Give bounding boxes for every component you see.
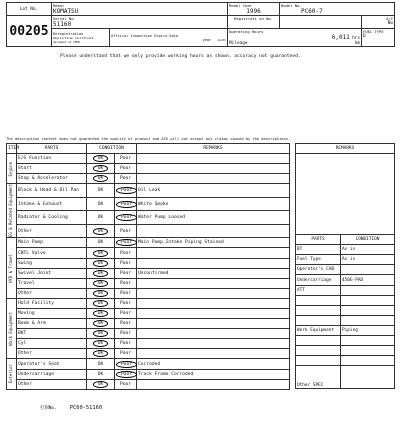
part-name: Hold Facility xyxy=(17,298,87,308)
remark xyxy=(137,319,290,329)
remark xyxy=(137,288,290,298)
ok-option[interactable] xyxy=(87,258,115,268)
remark xyxy=(137,349,290,359)
table-row xyxy=(7,197,290,210)
spec-part xyxy=(296,346,341,356)
header-table xyxy=(6,2,395,47)
spec-condition xyxy=(341,336,395,346)
part-name: Travel xyxy=(17,278,87,288)
part-name: CNTL Valve xyxy=(17,248,87,258)
hours-cell xyxy=(228,29,362,47)
col-condition: CONDITION xyxy=(87,144,137,154)
poor-option[interactable] xyxy=(115,154,137,164)
ok-label: OK xyxy=(93,260,109,267)
year-word: year xyxy=(202,37,212,42)
ok-label: OK xyxy=(93,340,109,347)
poor-option[interactable] xyxy=(115,329,137,339)
ok-option[interactable] xyxy=(87,174,115,184)
ok-label: OK xyxy=(93,228,109,235)
remark: Oil Leak xyxy=(137,184,290,197)
poor-option[interactable] xyxy=(115,174,137,184)
ok-label: OK xyxy=(97,371,104,377)
table-row xyxy=(7,309,290,319)
spec-row xyxy=(296,336,395,346)
table-row xyxy=(7,258,290,268)
poor-option[interactable] xyxy=(115,309,137,319)
poor-label: Poor xyxy=(119,331,132,337)
spec-part: ATT xyxy=(296,285,341,295)
poor-label: Poor xyxy=(116,239,137,246)
spec-condition xyxy=(341,356,395,366)
part-name: Main Pump xyxy=(17,238,87,248)
ok-label: OK xyxy=(93,350,109,357)
ok-option[interactable] xyxy=(87,211,115,224)
remark xyxy=(137,309,290,319)
part-name: Intake & Exhaust xyxy=(17,197,87,210)
spec-row xyxy=(296,245,395,255)
table-row xyxy=(7,369,290,379)
remark: Track Frame Corroded xyxy=(137,369,290,379)
table-row xyxy=(7,319,290,329)
spec-condition xyxy=(341,346,395,356)
table-row xyxy=(7,238,290,248)
poor-option[interactable] xyxy=(115,211,137,224)
poor-label: Poor xyxy=(119,300,132,306)
ok-label: OK xyxy=(97,215,104,221)
spec-part: Fuel Type xyxy=(296,255,341,265)
part-name: Swivel Joint xyxy=(17,268,87,278)
poor-option[interactable] xyxy=(115,288,137,298)
ok-option[interactable] xyxy=(87,268,115,278)
table-row xyxy=(7,298,290,308)
inspection-expire-label: Official Inspection Expire Date xyxy=(111,33,179,38)
fuel-value: D xyxy=(363,34,366,39)
poor-label: Poor xyxy=(116,201,137,208)
part-name: Cyl xyxy=(17,339,87,349)
table-row xyxy=(7,211,290,224)
footer-value: PC60-51160 xyxy=(69,405,103,411)
ok-option[interactable] xyxy=(87,248,115,258)
remark xyxy=(137,174,290,184)
ok-option[interactable] xyxy=(87,369,115,379)
hours-value: 6,011 xyxy=(331,34,350,41)
dereg-doc: document of CEMA xyxy=(53,39,80,44)
ok-label: OK xyxy=(93,330,109,337)
remark xyxy=(137,278,290,288)
ok-option[interactable] xyxy=(87,329,115,339)
group-label-text: HYD & Travel xyxy=(8,253,13,283)
serial-cell xyxy=(52,16,228,29)
ok-option[interactable] xyxy=(87,224,115,238)
poor-option[interactable] xyxy=(115,349,137,359)
poor-label: Poor xyxy=(119,228,132,234)
poor-option[interactable] xyxy=(115,369,137,379)
group-label xyxy=(7,154,17,184)
part-name: Undercarriage xyxy=(17,369,87,379)
table-row xyxy=(7,268,290,278)
poor-option[interactable] xyxy=(115,258,137,268)
part-name: Start xyxy=(17,164,87,174)
poor-option[interactable] xyxy=(115,184,137,197)
ok-option[interactable] xyxy=(87,298,115,308)
group-label xyxy=(7,359,17,389)
dereg-sub: Registration Certificate xyxy=(53,35,94,40)
inspection-expire-cell xyxy=(110,29,228,47)
table-row xyxy=(7,174,290,184)
poor-option[interactable] xyxy=(115,224,137,238)
model-no-cell xyxy=(280,3,395,16)
table-row xyxy=(7,154,290,164)
poor-option[interactable] xyxy=(115,379,137,389)
ac-label: A/C xyxy=(386,16,394,21)
table-row xyxy=(7,164,290,174)
poor-option[interactable] xyxy=(115,238,137,248)
poor-label: Poor xyxy=(119,280,132,286)
ok-label: OK xyxy=(93,280,109,287)
spec-part: BT xyxy=(296,245,341,255)
poor-option[interactable] xyxy=(115,164,137,174)
dereg-label: Deregistration xyxy=(53,31,84,36)
spec-part: Other SPEC xyxy=(296,366,341,389)
remark xyxy=(137,379,290,389)
part-name: Operator's Seat xyxy=(17,359,87,369)
col-remarks: REMARKS xyxy=(137,144,290,154)
poor-label: Poor xyxy=(119,381,132,387)
ok-label: OK xyxy=(93,381,109,388)
spec-part xyxy=(296,356,341,366)
poor-option[interactable] xyxy=(115,248,137,258)
spec-row xyxy=(296,285,395,295)
ok-label: OK xyxy=(93,300,109,307)
spec-part: Undercarriage xyxy=(296,275,341,285)
ok-option[interactable] xyxy=(87,359,115,369)
spec-condition xyxy=(341,295,395,305)
part-name: Swing xyxy=(17,258,87,268)
part-name: Other xyxy=(17,379,87,389)
spec-part: Work Equipment xyxy=(296,325,341,335)
poor-label: Poor xyxy=(116,361,137,368)
model-no-value: PC60-7 xyxy=(301,8,323,15)
spec-condition xyxy=(341,315,395,325)
remark xyxy=(137,258,290,268)
disclaimer: The description content does not guarantee the quality of product and ACE will not accept any claims caused by the descriptions. xyxy=(6,137,291,141)
model-no-label: Model No. xyxy=(281,3,302,8)
remark: White Smoke xyxy=(137,197,290,210)
month-word: month xyxy=(217,37,227,42)
ok-option[interactable] xyxy=(87,379,115,389)
ok-label: OK xyxy=(93,165,109,172)
spec-part xyxy=(296,295,341,305)
ok-option[interactable] xyxy=(87,349,115,359)
footer-label: 打刻No. xyxy=(40,406,57,411)
remark xyxy=(137,298,290,308)
poor-label: Poor xyxy=(119,351,132,357)
table-row xyxy=(7,224,290,238)
poor-label: Poor xyxy=(116,371,137,378)
part-name: Stop & Accelerator xyxy=(17,174,87,184)
ok-label: OK xyxy=(93,290,109,297)
table-row xyxy=(7,278,290,288)
right-parts-label: PARTS xyxy=(296,235,341,245)
poor-label: Poor xyxy=(119,260,132,266)
spec-condition xyxy=(341,305,395,315)
inspection-table xyxy=(6,143,290,390)
table-row xyxy=(7,379,290,389)
ok-option[interactable] xyxy=(87,309,115,319)
group-label-text: Work Equipment xyxy=(8,311,13,346)
spec-row xyxy=(296,346,395,356)
spec-row xyxy=(296,315,395,325)
right-remarks-box xyxy=(296,154,395,235)
right-condition-label: CONDITION xyxy=(341,235,395,245)
part-name: Block & Head & Oil Pan xyxy=(17,184,87,197)
remark xyxy=(137,248,290,258)
poor-label: Poor xyxy=(119,270,132,276)
table-row xyxy=(7,359,290,369)
spec-condition xyxy=(341,285,395,295)
ok-label: OK xyxy=(93,270,109,277)
poor-label: Poor xyxy=(119,156,132,162)
poor-option[interactable] xyxy=(115,319,137,329)
ok-label: OK xyxy=(93,175,109,182)
group-label-text: Engine xyxy=(8,161,13,176)
group-label xyxy=(7,238,17,299)
table-row xyxy=(7,329,290,339)
spec-part xyxy=(296,315,341,325)
poor-label: Poor xyxy=(116,214,137,221)
spec-row xyxy=(296,305,395,315)
remark xyxy=(137,154,290,164)
remark: Water Pump Loosed xyxy=(137,211,290,224)
poor-label: Poor xyxy=(119,290,132,296)
registration-label: Registrati on No. xyxy=(228,16,280,29)
lot-number: 00205 xyxy=(7,16,52,47)
table-row xyxy=(7,248,290,258)
group-label-text: Exterior xyxy=(8,364,13,384)
ok-label: OK xyxy=(93,320,109,327)
spec-row xyxy=(296,295,395,305)
part-name: BKT xyxy=(17,329,87,339)
ok-option[interactable] xyxy=(87,184,115,197)
part-name: Other xyxy=(17,224,87,238)
spec-condition: As is xyxy=(341,255,395,265)
poor-option[interactable] xyxy=(115,278,137,288)
group-label xyxy=(7,184,17,238)
spec-condition: 450G-PAD xyxy=(341,275,395,285)
fuel-cell xyxy=(362,29,395,47)
mileage-unit: km xyxy=(354,41,361,46)
right-remarks-title: REMARKS xyxy=(296,144,395,154)
spec-row xyxy=(296,255,395,265)
right-table xyxy=(295,143,395,389)
remark xyxy=(137,329,290,339)
poor-label: Poor xyxy=(119,321,132,327)
ok-label: OK xyxy=(93,155,109,162)
poor-option[interactable] xyxy=(115,268,137,278)
spec-row xyxy=(296,265,395,275)
poor-option[interactable] xyxy=(115,197,137,210)
table-row xyxy=(7,349,290,359)
part-name: Other xyxy=(17,288,87,298)
ok-option[interactable] xyxy=(87,278,115,288)
table-row xyxy=(7,339,290,349)
ok-option[interactable] xyxy=(87,319,115,329)
remark: Unconfirmed xyxy=(137,268,290,278)
remark xyxy=(137,224,290,238)
spec-row xyxy=(296,275,395,285)
spec-condition xyxy=(341,366,395,389)
col-item: ITEM xyxy=(7,144,17,154)
group-label-text: EG & Related Equipment xyxy=(8,184,13,238)
footer xyxy=(40,405,102,411)
maker-label: Maker xyxy=(53,3,65,8)
lot-label: Lot No. xyxy=(7,3,52,16)
part-name: Radiator & Cooling xyxy=(17,211,87,224)
part-name: E/G Function xyxy=(17,154,87,164)
ok-label: OK xyxy=(93,250,109,257)
ok-option[interactable] xyxy=(87,238,115,248)
table-row xyxy=(7,288,290,298)
part-name: Other xyxy=(17,349,87,359)
ac-value: No xyxy=(387,21,394,26)
spec-condition: As is xyxy=(341,245,395,255)
ac-cell xyxy=(362,16,395,29)
maker-value: KOMATSU xyxy=(53,8,79,15)
poor-option[interactable] xyxy=(115,339,137,349)
col-parts: PARTS xyxy=(17,144,87,154)
poor-label: Poor xyxy=(119,311,132,317)
fuel-label: FUEL TYPE xyxy=(363,29,384,34)
poor-option[interactable] xyxy=(115,359,137,369)
registration-value xyxy=(280,16,362,29)
poor-label: Poor xyxy=(119,166,132,172)
remark: Corroded xyxy=(137,359,290,369)
serial-value: 51160 xyxy=(53,21,72,28)
hours-unit: hrs xyxy=(352,36,361,41)
ok-option[interactable] xyxy=(87,154,115,164)
model-year-label: Model Year xyxy=(229,3,252,8)
spec-row xyxy=(296,325,395,335)
spec-part xyxy=(296,305,341,315)
spec-condition: Piping xyxy=(341,325,395,335)
ok-label: OK xyxy=(97,361,104,367)
poor-label: Poor xyxy=(119,250,132,256)
ok-option[interactable] xyxy=(87,339,115,349)
dereg-cell xyxy=(52,29,110,47)
ok-label: OK xyxy=(97,240,104,246)
spec-row xyxy=(296,366,395,389)
serial-label: Serial No. xyxy=(53,16,76,21)
remark: Main Pump Intake Piping Stained xyxy=(137,238,290,248)
model-year-value: 1996 xyxy=(246,8,261,15)
poor-label: Poor xyxy=(119,176,132,182)
spec-part xyxy=(296,336,341,346)
ok-label: OK xyxy=(97,188,104,194)
ok-option[interactable] xyxy=(87,164,115,174)
hours-label: Operating Hours xyxy=(229,29,264,34)
ok-option[interactable] xyxy=(87,197,115,210)
hours-note: Please understand that we only provide working hours as shown, accuracy not guaranteed. xyxy=(60,54,301,59)
model-year-cell xyxy=(228,3,280,16)
group-label xyxy=(7,298,17,359)
spec-row xyxy=(296,356,395,366)
maker-cell xyxy=(52,3,228,16)
poor-label: Poor xyxy=(119,341,132,347)
ok-option[interactable] xyxy=(87,288,115,298)
ok-label: OK xyxy=(93,310,109,317)
ok-label: OK xyxy=(97,201,104,207)
part-name: Boom & Arm xyxy=(17,319,87,329)
spec-condition xyxy=(341,265,395,275)
part-name: Moving xyxy=(17,309,87,319)
mileage-label: Mileage xyxy=(229,41,248,46)
remark xyxy=(137,339,290,349)
remark xyxy=(137,164,290,174)
spec-part: Operator's CAB xyxy=(296,265,341,275)
table-row xyxy=(7,184,290,197)
poor-option[interactable] xyxy=(115,298,137,308)
poor-label: Poor xyxy=(116,187,137,194)
